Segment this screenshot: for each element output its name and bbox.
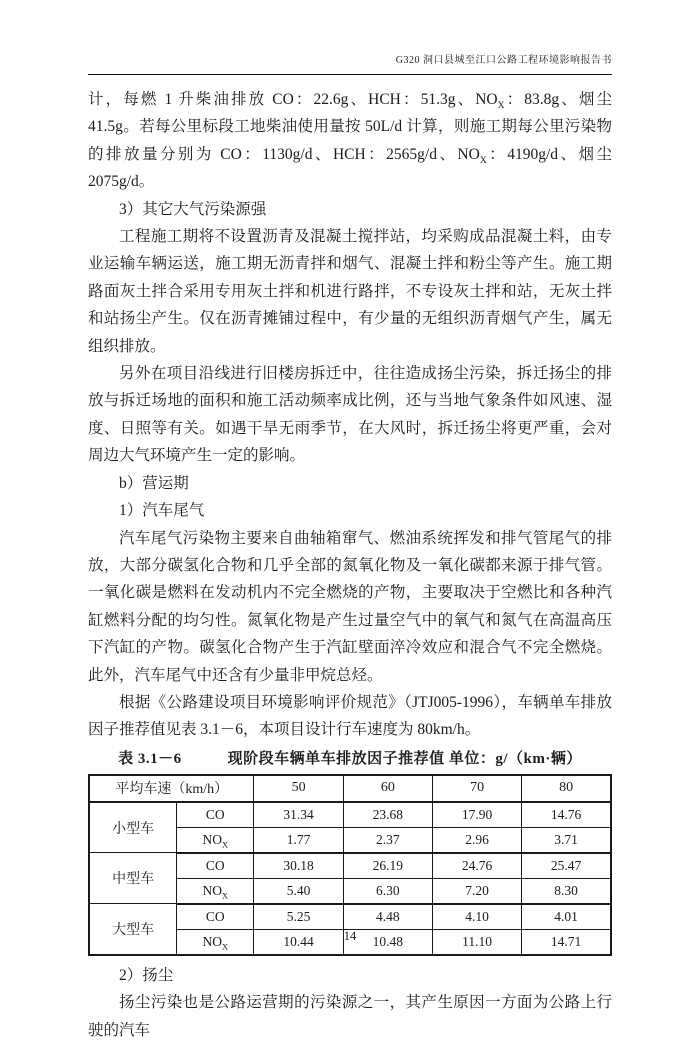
table-header-row xyxy=(89,775,611,802)
paragraphs-after-table xyxy=(88,962,612,1044)
paragraph: 另外在项目沿线进行旧楼房拆迁中，往往造成扬尘污染，拆迁扬尘的排放与拆迁场地的面积和施工活动频率成比例，还与当地气象条件如风速、湿度、日照等有关。如遇干旱无雨季节，在大风时，拆迁扬尘将更严重，会对周边大气环境产生一定的影响。 xyxy=(88,365,612,465)
header-speed-value: 50 xyxy=(254,775,343,802)
emission-value-cell: 25.47 xyxy=(522,853,611,879)
paragraph: 1）汽车尾气 xyxy=(119,502,205,520)
emission-value-cell: 4.01 xyxy=(522,904,611,930)
emission-value-cell: 7.20 xyxy=(432,878,521,904)
paragraph: b）营运期 xyxy=(119,474,189,492)
emission-value-cell: 3.71 xyxy=(522,827,611,853)
emission-value-cell: 10.44 xyxy=(254,929,343,955)
running-header xyxy=(88,54,612,75)
emission-value-cell: 1.77 xyxy=(254,827,343,853)
header-speed-value: 80 xyxy=(522,775,611,802)
pollutant-cell: CO xyxy=(177,853,254,879)
emission-value-cell: 4.48 xyxy=(343,904,432,930)
paragraph: 根据《公路建设项目环境影响评价规范》（JTJ005-1996），车辆单车排放因子推荐值见表 3.1－6，本项目设计行车速度为 80km/h。 xyxy=(88,693,612,739)
paragraphs-before-table xyxy=(88,86,612,744)
table-caption-label: 表 3.1－6 xyxy=(118,750,182,767)
emission-value-cell: 8.30 xyxy=(522,878,611,904)
paragraph: 计，每燃 1 升柴油排放 CO：22.6g、HCH：51.3g、$NO_X$：83.8g、烟尘 41.5g。若每公里标段工地柴油使用量按 50L/d 计算，则施工期每公里污染物的排放量分别为 CO：1130g/d、HCH：2565g/d、$NO_X$：4190g/d、烟尘 2075g/d。 xyxy=(88,91,612,191)
emission-value-cell: 4.10 xyxy=(432,904,521,930)
emission-value-cell: 30.18 xyxy=(254,853,343,879)
table-row xyxy=(89,853,611,879)
pollutant-cell: $NO_X$ xyxy=(177,929,254,955)
paragraph: 3）其它大气污染源强 xyxy=(119,200,267,218)
table-row xyxy=(89,904,611,930)
emission-value-cell: 24.76 xyxy=(432,853,521,879)
emission-value-cell: 26.19 xyxy=(343,853,432,879)
pollutant-cell: CO xyxy=(177,904,254,930)
table-caption-title: 现阶段车辆单车排放因子推荐值 单位：g/（km·辆） xyxy=(227,750,582,767)
header-speed-value: 60 xyxy=(343,775,432,802)
paragraph: 汽车尾气污染物主要来自曲轴箱窜气、燃油系统挥发和排气管尾气的排放，大部分碳氢化合物和几乎全部的氮氧化物及一氧化碳都来源于排气管。一氧化碳是燃料在发动机内不完全燃烧的产物，主要取决于空燃比和各种汽缸燃料分配的均匀性。氮氧化物是产生过量空气中的氧气和氮气在高温高压下汽缸的产物。碳氢化合物产生于汽缸壁面淬冷效应和混合气不完全燃烧。此外，汽车尾气中还含有少量非甲烷总烃。 xyxy=(88,529,612,684)
emission-value-cell: 31.34 xyxy=(254,802,343,828)
emission-value-cell: 23.68 xyxy=(343,802,432,828)
emission-value-cell: 5.25 xyxy=(254,904,343,930)
vehicle-type-cell: 小型车 xyxy=(89,802,177,853)
vehicle-type-cell: 大型车 xyxy=(89,904,177,955)
emission-value-cell: 5.40 xyxy=(254,878,343,904)
emission-value-cell: 14.71 xyxy=(522,929,611,955)
vehicle-type-cell: 中型车 xyxy=(89,853,177,904)
emission-value-cell: 10.48 xyxy=(343,929,432,955)
emission-value-cell: 17.90 xyxy=(432,802,521,828)
pollutant-cell: $NO_X$ xyxy=(177,878,254,904)
paragraph: 2）扬尘 xyxy=(119,966,174,984)
header-speed-label: 平均车速（km/h） xyxy=(89,775,254,802)
header-speed-value: 70 xyxy=(432,775,521,802)
emission-value-cell: 6.30 xyxy=(343,878,432,904)
emission-value-cell: 2.96 xyxy=(432,827,521,853)
table-row xyxy=(89,802,611,828)
document-body xyxy=(88,86,612,1044)
emission-value-cell: 2.37 xyxy=(343,827,432,853)
header-title: G320 洞口县城至江口公路工程环境影响报告书 xyxy=(395,55,612,66)
pollutant-cell: CO xyxy=(177,802,254,828)
emission-value-cell: 11.10 xyxy=(432,929,521,955)
table-caption xyxy=(88,744,612,771)
page-number: 14 xyxy=(343,929,357,943)
emission-value-cell: 14.76 xyxy=(522,802,611,828)
paragraph: 扬尘污染也是公路运营期的污染源之一，其产生原因一方面为公路上行驶的汽车 xyxy=(88,994,612,1039)
paragraph: 工程施工期将不设置沥青及混凝土搅拌站，均采购成品混凝土料，由专业运输车辆运送，施工期无沥青拌和烟气、混凝土拌和粉尘等产生。施工期路面灰土拌合采用专用灰土拌和机进行路拌，不专设灰土拌和站，无灰土拌和站扬尘产生。仅在沥青摊铺过程中，有少量的无组织沥青烟气产生，属无组织排放。 xyxy=(88,228,612,355)
pollutant-cell: $NO_X$ xyxy=(177,827,254,853)
